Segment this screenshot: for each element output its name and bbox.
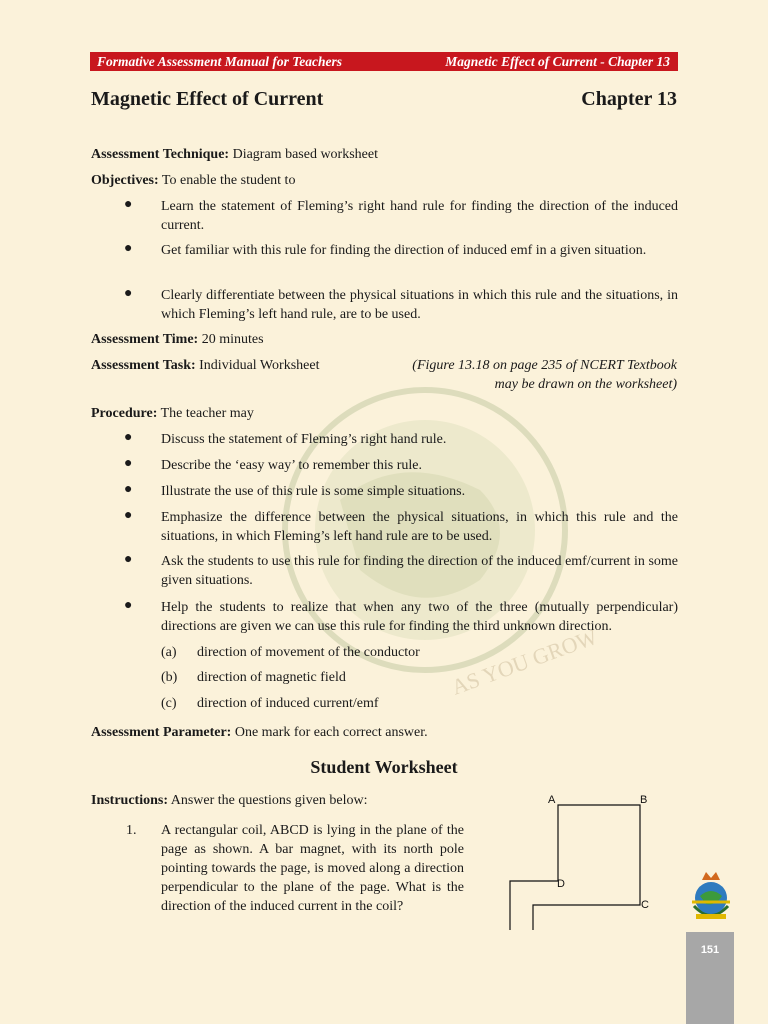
objective-item: Clearly differentiate between the physical situations in which this rule and the situations, in which Fleming’s left hand rule, are to be used. [161,288,678,322]
parameter-label: Assessment Parameter: [91,725,232,740]
page-number: 151 [700,944,720,956]
assessment-task [91,356,319,375]
procedure [91,404,254,423]
procedure-label: Procedure: [91,406,158,421]
parameter-value: One mark for each correct answer. [234,725,428,740]
technique-label: Assessment Technique: [91,147,230,162]
emblem-logo [686,866,736,932]
procedure-item: Illustrate the use of this rule is some simple situations. [161,484,466,499]
question-text: A rectangular coil, ABCD is lying in the plane of the page as shown. A bar magnet, with its north pole pointing towards the page, is moved along a direction perpendicular to the plane of the page. What is the direction of the induced current in the coil? [161,823,464,914]
time-value: 20 minutes [201,332,264,347]
objective-item: Get familiar with this rule for finding the direction of induced emf in a given situation. [161,243,647,258]
subitem-text: direction of movement of the conductor [197,645,420,660]
bullet-icon: ● [124,430,133,445]
worksheet-title: Student Worksheet [310,757,458,777]
task-label: Assessment Task: [91,358,196,373]
bullet-icon: ● [124,482,133,497]
corner-label-c: C [641,899,649,911]
assessment-time [91,330,264,349]
subitem-label: (a) [161,645,177,660]
watermark-text: AS YOU GROW [448,623,601,700]
task-value: Individual Worksheet [199,358,320,373]
instructions [91,791,368,810]
objectives-label: Objectives: [91,173,159,188]
chapter-label: Chapter 13 [581,88,677,110]
subitem-text: direction of induced current/emf [197,696,379,711]
procedure-item: Emphasize the difference between the physical situations, in which this rule and the situations, in which Fleming’s left hand rule are to be used. [161,510,678,544]
procedure-item: Discuss the statement of Fleming’s right hand rule. [161,432,447,447]
objectives [91,171,295,190]
corner-label-b: B [640,794,648,806]
technique-value: Diagram based worksheet [232,147,378,162]
corner-label-d: D [557,878,565,890]
textbook-reference [412,356,677,394]
time-label: Assessment Time: [91,332,199,347]
bullet-icon: ● [124,241,133,256]
bullet-icon: ● [124,456,133,471]
header-manual-title: Formative Assessment Manual for Teachers [97,54,343,69]
objective-item: Learn the statement of Fleming’s right hand rule for finding the direction of the induced current. [161,199,678,233]
running-header [90,52,678,71]
page-title: Magnetic Effect of Current [91,88,324,110]
header-chapter-title: Magnetic Effect of Current - Chapter 13 [445,54,670,69]
instructions-label: Instructions: [91,793,169,808]
coil-diagram [500,790,670,935]
reference-line-2: may be drawn on the worksheet) [494,377,677,392]
procedure-item: Ask the students to use this rule for finding the direction of the induced emf/current in some given situations. [161,554,678,588]
question-number: 1. [126,823,137,838]
reference-line-1: (Figure 13.18 on page 235 of NCERT Textbook [412,358,677,373]
bullet-icon: ● [124,508,133,523]
instructions-value: Answer the questions given below: [170,793,368,808]
bullet-icon: ● [124,197,133,212]
assessment-parameter [91,723,428,742]
subitem-label: (b) [161,670,178,685]
subitem-text: direction of magnetic field [197,670,346,685]
bullet-icon: ● [124,598,133,613]
bullet-icon: ● [124,286,133,301]
corner-label-a: A [548,794,556,806]
objectives-value: To enable the student to [161,173,296,188]
subitem-label: (c) [161,696,177,711]
coil-outline [510,805,640,930]
assessment-technique [91,145,378,164]
procedure-value: The teacher may [160,406,254,421]
procedure-item: Describe the ‘easy way’ to remember this rule. [161,458,422,473]
procedure-item: Help the students to realize that when any two of the three (mutually perpendicular) directions are given we can use this rule for finding the third unknown direction. [161,600,678,634]
bullet-icon: ● [124,552,133,567]
